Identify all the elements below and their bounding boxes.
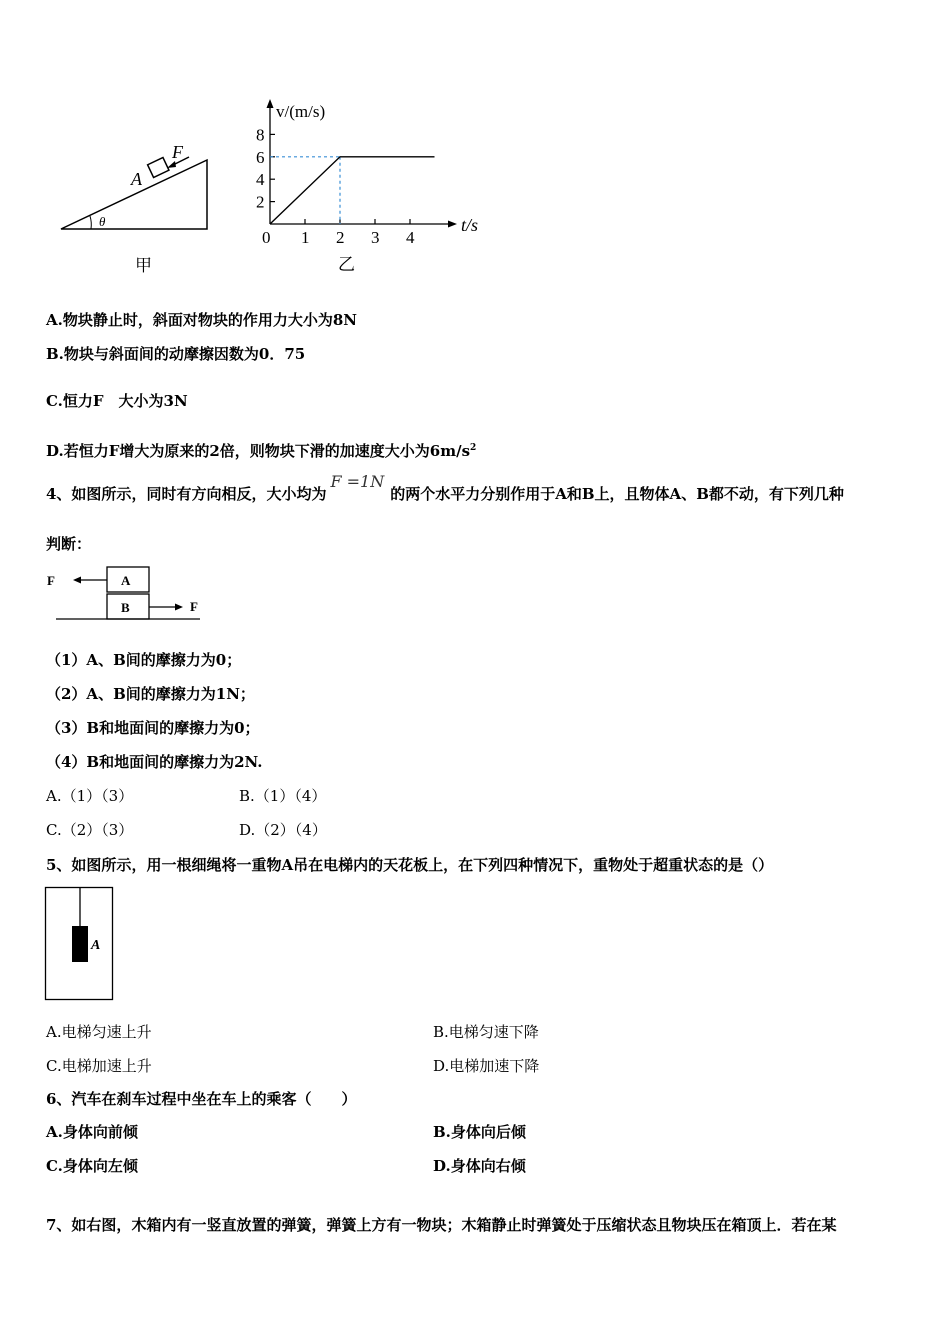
y-axis-arrow	[267, 99, 274, 108]
q6-option-a: A.身体向前倾	[46, 1123, 138, 1141]
q6-option-c: C.身体向左倾	[46, 1157, 138, 1175]
x-tick-label: 1	[301, 228, 310, 247]
x-axis-label: t/s	[461, 215, 479, 235]
block-label: A	[131, 169, 142, 189]
weight-label: A	[91, 938, 101, 953]
q3-option-d-sup: 2	[470, 443, 477, 453]
x-tick-label: 4	[406, 228, 415, 247]
q4-stem-after: 的两个水平力分别作用于A和B上，且物体A、B都不动，有下列几种	[390, 485, 844, 503]
q5-option-c: C.电梯加速上升	[46, 1057, 152, 1075]
q4-option-a: A.（1）（3）	[46, 787, 134, 805]
q5-stem: 5、如图所示，用一根细绳将一重物A吊在电梯内的天花板上，在下列四种情况下，重物处于超重状态的是（）	[46, 856, 774, 874]
y-tick-label: 8	[256, 125, 265, 145]
incline-figure	[55, 140, 225, 280]
q6-option-b: B.身体向后倾	[433, 1123, 526, 1141]
x-tick-label: 3	[371, 228, 380, 247]
right-force-arrowhead	[175, 604, 183, 611]
left-force-arrowhead	[73, 577, 81, 584]
q3-option-b: B.物块与斜面间的动摩擦因数为0．75	[46, 345, 306, 363]
q5-option-a: A.电梯匀速上升	[46, 1023, 152, 1041]
caption-yi: 乙	[338, 255, 355, 274]
q3-option-a: A.物块静止时，斜面对物块的作用力大小为8N	[46, 311, 358, 329]
angle-label: θ	[99, 214, 106, 229]
q3-option-c: C.恒力F 大小为3N	[46, 392, 188, 410]
x-tick-label: 2	[336, 228, 345, 247]
block-a	[148, 158, 169, 178]
fig-block-b-label: B	[121, 600, 130, 615]
y-axis-label: v/(m/s)	[276, 102, 326, 121]
vt-graph	[250, 95, 500, 280]
q4-statement-1: （1）A、B间的摩擦力为0；	[46, 651, 242, 669]
y-tick-label: 2	[256, 192, 265, 212]
weight-block	[72, 926, 88, 962]
q4-option-b: B.（1）（4）	[239, 787, 327, 805]
q4-statement-4: （4）B和地面间的摩擦力为2N.	[46, 753, 263, 771]
q4-stem-before: 4、如图所示，同时有方向相反，大小均为	[46, 485, 327, 503]
q4-option-c: C.（2）（3）	[46, 821, 134, 839]
caption-jia: 甲	[135, 256, 152, 275]
q4-stem	[46, 472, 844, 504]
q6-option-d: D.身体向右倾	[433, 1157, 526, 1175]
q4-statement-2: （2）A、B间的摩擦力为1N；	[46, 685, 255, 703]
elevator-figure	[44, 886, 116, 1002]
y-tick-label: 6	[256, 147, 265, 167]
angle-arc	[90, 216, 91, 229]
x-axis-arrow	[448, 221, 457, 228]
velocity-series-line	[270, 157, 435, 224]
fig-force-left-label: F	[47, 573, 55, 588]
q3-option-d	[46, 438, 476, 461]
force-label: F	[172, 142, 183, 162]
q4-math-f: F =1N	[330, 472, 385, 491]
q7-stem: 7、如右图，木箱内有一竖直放置的弹簧，弹簧上方有一物块；木箱静止时弹簧处于压缩状态且物块压在箱顶上．若在某	[46, 1216, 837, 1234]
fig-block-a-label: A	[121, 573, 131, 588]
q4-option-d: D.（2）（4）	[239, 821, 327, 839]
q5-option-b: B.电梯匀速下降	[433, 1023, 539, 1041]
origin-label: 0	[262, 228, 271, 247]
fig-force-right-label: F	[190, 599, 198, 614]
q4-stem-line2: 判断：	[46, 535, 92, 553]
q3-option-d-text: D.若恒力F增大为原来的2倍，则物块下滑的加速度大小为6m/s	[46, 442, 471, 460]
q4-statement-3: （3）B和地面间的摩擦力为0；	[46, 719, 260, 737]
stacked-blocks-figure	[44, 562, 209, 624]
q6-stem: 6、汽车在刹车过程中坐在车上的乘客（ ）	[46, 1090, 357, 1108]
force-arrowhead	[167, 161, 176, 168]
q5-option-d: D.电梯加速下降	[433, 1057, 540, 1075]
y-tick-label: 4	[256, 170, 265, 190]
